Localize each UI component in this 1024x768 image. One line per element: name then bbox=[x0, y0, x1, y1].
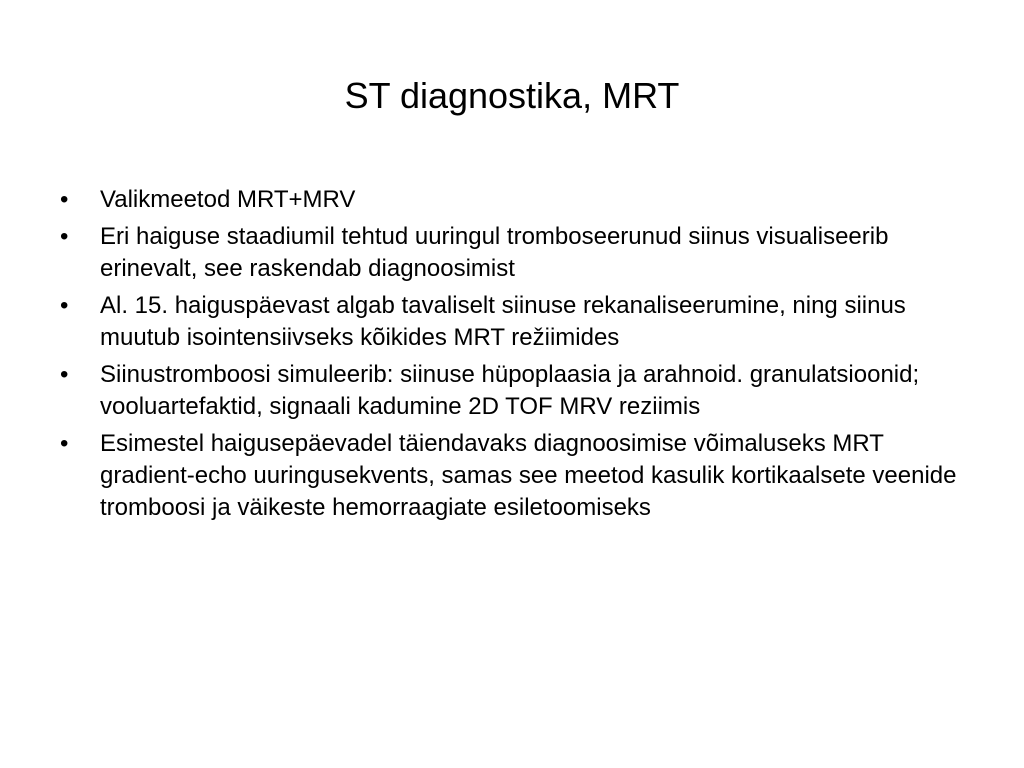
bullet-text: Siinustromboosi simuleerib: siinuse hüpoplaasia ja arahnoid. granulatsioonid; vooluartefaktid, signaali kadumine 2D TOF MRV reziimis bbox=[100, 361, 920, 420]
bullet-text: Eri haiguse staadiumil tehtud uuringul tromboseerunud siinus visualiseerib erinevalt, see raskendab diagnoosimist bbox=[100, 223, 889, 282]
slide-title: ST diagnostika, MRT bbox=[344, 75, 680, 116]
bullet-icon: • bbox=[60, 430, 69, 457]
bullet-item bbox=[60, 290, 980, 354]
bullet-icon: • bbox=[60, 223, 69, 250]
bullet-list bbox=[60, 184, 980, 529]
bullet-icon: • bbox=[60, 186, 69, 213]
bullet-text: Esimestel haigusepäevadel täiendavaks diagnoosimise võimaluseks MRT gradient-echo uuringusekvents, samas see meetod kasulik kortikaalsete veenide tromboosi ja väikeste hemorraagiate esiletoomiseks bbox=[100, 430, 957, 521]
bullet-item bbox=[60, 184, 980, 216]
bullet-text: Valikmeetod MRT+MRV bbox=[100, 186, 356, 213]
bullet-icon: • bbox=[60, 361, 69, 388]
bullet-item bbox=[60, 359, 980, 423]
bullet-item bbox=[60, 221, 980, 285]
bullet-text: Al. 15. haiguspäevast algab tavaliselt siinuse rekanaliseerumine, ning siinus muutub isointensiivseks kõikides MRT režiimides bbox=[100, 292, 906, 351]
bullet-item bbox=[60, 428, 980, 524]
bullet-icon: • bbox=[60, 292, 69, 319]
